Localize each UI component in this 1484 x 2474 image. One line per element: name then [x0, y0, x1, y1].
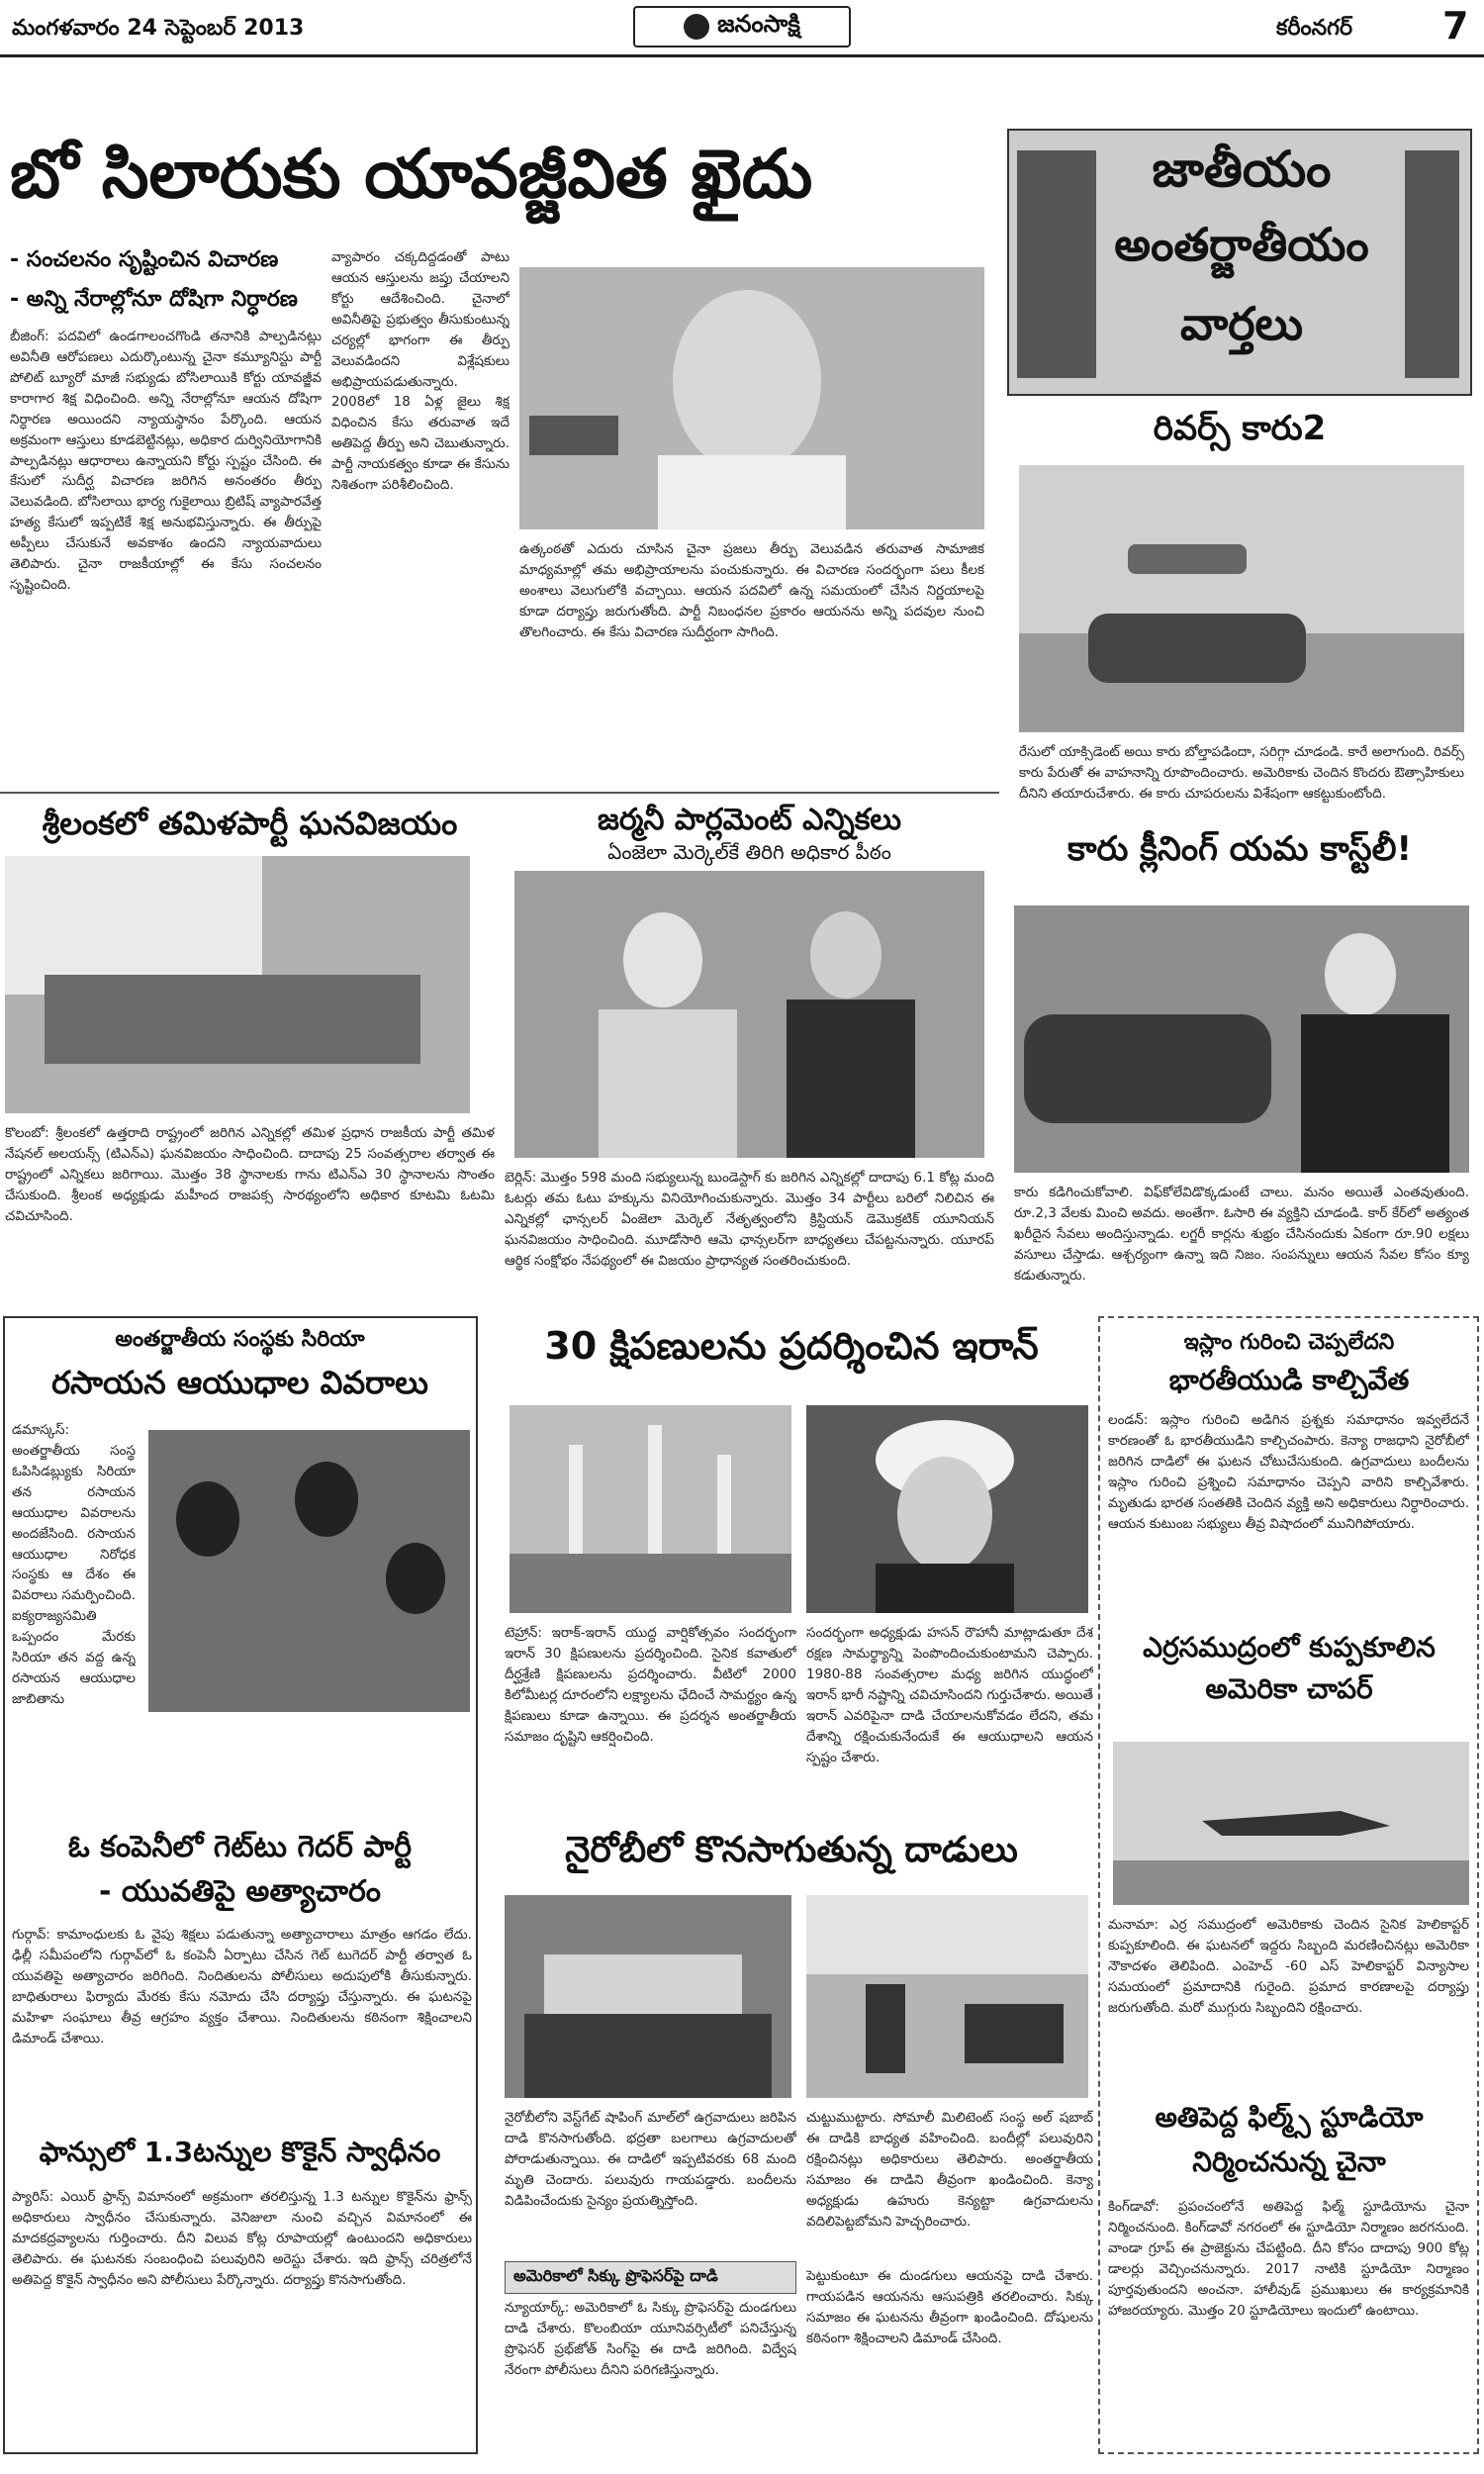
reverse-car-photo — [1019, 465, 1464, 732]
cleric-portrait-icon — [806, 1405, 1088, 1613]
film-studio-headline-2: నిర్మించనున్న చైనా — [1192, 2145, 1386, 2178]
sikh-body-right: పెట్టుకుంటూ ఈ దుండగులు ఆయనపై దాడి చేశారు. గాయపడిన ఆయనను ఆసుపత్రికి తరలించారు. సిక్కు సమాజం ఈ ఘటనను తీవ్రంగా ఖండించింది. దోషులను కఠినంగా శిక్షించాలని డిమాండ్‌ చేసింది. — [806, 2268, 1093, 2346]
car-cleaning-photo — [1014, 905, 1469, 1173]
syria-kicker: అంతర్జాతీయ సంస్థకు సిరియా — [115, 1327, 365, 1352]
nairobi-headline: నైరోబీలో కొనసాగుతున్న దాడులు — [565, 1830, 1018, 1870]
queue-photo-icon — [5, 856, 470, 1113]
missile-photo — [510, 1405, 791, 1613]
sikh-headline: అమెరికాలో సిక్కు ప్రొఫెసర్‌పై దాడి — [505, 2261, 796, 2294]
sikh-body-left: న్యూయార్క్‌: అమెరికాలో ఓ సిక్కు ప్రొఫెసర్‌పై దుండగులు దాడి చేశారు. కొలంబియా యూనివర్సిటీలో పనిచేస్తున్న ప్రొఫెసర్‌ ప్రభ్‌జోత్‌ సింగ్‌పై ఈ దాడి జరిగింది. విద్వేష నేరంగా పోలీసులు దీనిని పరిగణిస్తున్నారు. — [505, 2300, 796, 2378]
chopper-headline-1: ఎర్రసముద్రంలో కుప్పకూలిన — [1143, 1631, 1436, 1664]
bo-xilai-photo — [519, 267, 984, 529]
section-banner — [1007, 129, 1472, 396]
nairobi-body-right: చుట్టుముట్టారు. సోమాలీ మిలిటెంట్‌ సంస్థ అల్‌ షబాబ్‌ ఈ దాడికి బాధ్యత వహించింది. బందీల్లో పలువురిని రక్షించినట్లు అధికారులు తెలిపారు. అంతర్జాతీయ సమాజం ఈ దాడిని తీవ్రంగా ఖండించింది. కెన్యా అధ్యక్షుడు ఉహురు కెన్యట్టా ఉగ్రవాదులను వదిలిపెట్టబోమని హెచ్చరించారు. — [806, 2110, 1093, 2230]
iran-body-left: టెహ్రాన్‌: ఇరాక్‌-ఇరాన్‌ యుద్ధ వార్షికోత్సవం సందర్భంగా ఇరాన్‌ 30 క్షిపణులను ప్రదర్శించింది. సైనిక కవాతులో దీర్ఘశ్రేణి క్షిపణులను ప్రదర్శించారు. వీటిలో 2000 కిలోమీటర్ల దూరంలోని లక్ష్యాలను ఛేదించే సామర్థ్యం ఉన్న క్షిపణులు కూడా ఉన్నాయి. ఈ ప్రదర్శన అంతర్జాతీయ సమాజం దృష్టిని ఆకర్షించింది. — [505, 1625, 796, 1745]
newspaper-logo — [633, 6, 851, 48]
lead-body-bottom: ఉత్కంఠతో ఎదురు చూసిన చైనా ప్రజలు తీర్పు వెలువడిన తరువాత సామాజిక మాధ్యమాల్లో తమ అభిప్రాయాలను పంచుకున్నారు. ఈ విచారణ సందర్భంగా పలు కీలక అంశాలు వెలుగులోకి వచ్చాయి. ఆయన పదవిలో ఉన్న సమయంలో చేసిన నిర్ణయాలపై కూడా దర్యాప్తు జరుగుతోంది. పార్టీ నిబంధనల ప్రకారం ఆయనను అన్ని పదవుల నుంచి తొలగించారు. ఈ కేసు విచారణ సుదీర్ఘంగా సాగింది. — [519, 541, 984, 640]
iran-headline: 30 క్షిపణులను ప్రదర్శించిన ఇరాన్‌ — [544, 1324, 1039, 1368]
chopper-headline-2: అమెరికా చాపర్‌ — [1205, 1672, 1373, 1705]
lead-bullet-2: - అన్ని నేరాల్లోనూ దోషిగా నిర్ధారణ — [10, 287, 298, 312]
nairobi-photo-2 — [806, 1895, 1088, 2098]
logo-text: జనంసాక్షి — [717, 10, 800, 38]
srilanka-photo — [5, 856, 470, 1113]
islam-body: లండన్‌: ఇస్లాం గురించి అడిగిన ప్రశ్నకు సమాధానం ఇవ్వలేదనే కారణంతో ఓ భారతీయుడిని కాల్చిచంపారు. కెన్యా రాజధాని నైరోబీలో జరిగిన దాడిలో ఈ ఘటన చోటుచేసుకుంది. ఉగ్రవాదులు బందీలను ఇస్లాం గురించి ప్రశ్నించి సమాధానం చెప్పని వారిని కాల్చివేశారు. మృతుడు భారత సంతతికి చెందిన వ్యక్తి అని అధికారులు నిర్ధారించారు. ఆయన కుటుంబ సభ్యులు తీవ్ర విషాదంలో మునిగిపోయారు. — [1108, 1412, 1469, 1532]
lead-headline: బో సిలారుకు యావజ్జీవిత ఖైదు — [10, 136, 813, 214]
srilanka-headline: శ్రీలంకలో తమిళపార్టీ ఘనవిజయం — [42, 805, 458, 842]
lead-bullet-1: - సంచలనం సృష్టించిన విచారణ — [10, 247, 279, 272]
car-cleaning-headline: కారు క్లీనింగ్‌ యమ కాస్ట్‌లీ! — [1067, 829, 1412, 869]
soldiers-photo-icon — [148, 1430, 470, 1712]
nairobi-photo-1 — [505, 1895, 791, 2098]
gang-headline-2: - యువతిపై అత్యాచారం — [98, 1874, 382, 1909]
germany-caption: బెర్లిన్‌: మొత్తం 598 మంది సభ్యులున్న బుండెస్టాగ్‌ కు జరిగిన ఎన్నికల్లో దాదాపు 6.1 కోట్ల మంది ఓటర్లు తమ ఓటు హక్కును వినియోగించుకున్నారు. మొత్తం 34 పార్టీలు బరిలో నిలిచిన ఈ ఎన్నికల్లో ఛాన్సలర్‌ ఏంజెలా మెర్కెల్‌ నేతృత్వంలోని క్రిస్టియన్‌ డెమొక్రటిక్‌ యూనియన్‌ ఘనవిజయం సాధించింది. మూడోసారి ఆమె ఛాన్సలర్‌గా బాధ్యతలు చేపట్టనున్నారు. యూరప్‌ ఆర్థిక సంక్షోభం నేపథ్యంలో ఈ విజయం ప్రాధాన్యత సంతరించుకుంది. — [505, 1170, 994, 1269]
masthead — [0, 0, 1484, 57]
jet-photo-icon — [1113, 1742, 1469, 1905]
rescue-photo-icon — [505, 1895, 791, 2098]
car-photo-icon — [1019, 465, 1464, 732]
leaders-photo-icon — [514, 871, 984, 1158]
iran-body-right: సందర్భంగా అధ్యక్షుడు హసన్‌ రౌహానీ మాట్లాడుతూ దేశ రక్షణ సామర్థ్యాన్ని పెంపొందించుకుంటామని చెప్పారు. 1980-88 సంవత్సరాల మధ్య జరిగిన యుద్ధంలో ఇరాన్‌ భారీ నష్టాన్ని చవిచూసిందని గుర్తుచేశారు. అయితే ఇరాన్‌ ఎవరిపైనా దాడి చేయాలనుకోవడం లేదని, తమ దేశాన్ని రక్షించుకునేందుకే ఈ ఆయుధాలని ఆయన స్పష్టం చేశారు. — [806, 1625, 1093, 1765]
cocaine-headline: ఫాన్సులో 1.3టన్నుల కొకైన్‌ స్వాధీనం — [39, 2136, 441, 2168]
india-gate-icon — [1017, 150, 1096, 378]
syria-body: డమాస్కస్‌: అంతర్జాతీయ సంస్థ ఓపిసిడబ్ల్యుకు సిరియా తన రసాయన ఆయుధాల వివరాలను అందజేసింది. రసాయన ఆయుధాల నిరోధక సంస్థకు ఆ దేశం ఈ వివరాలు సమర్పించింది. ఐక్యరాజ్యసమితి ఒప్పందం మేరకు సిరియా తన వద్ద ఉన్న రసాయన ఆయుధాల జాబితాను — [12, 1422, 136, 1707]
banner-line-3: వార్తలు — [1179, 297, 1304, 350]
merkel-photo — [514, 871, 984, 1158]
gang-headline-1: ఓ కంపెనీలో గెట్‌టు గెదర్‌ పార్టీ — [67, 1830, 413, 1864]
gang-body: గుర్గావ్‌: కామాంధులకు ఓ వైపు శిక్షలు పడుతున్నా అత్యాచారాలు మాత్రం ఆగడం లేదు. ఢిల్లీ సమీపంలోని గుర్గావ్‌లో ఓ కంపెనీ ఏర్పాటు చేసిన గెట్‌ టుగెదర్‌ పార్టీ తర్వాత ఓ యువతిపై అత్యాచారం జరిగింది. నిందితులను పోలీసులు అదుపులోకి తీసుకున్నారు. బాధితురాలు ఫిర్యాదు మేరకు కేసు నమోదు చేసి దర్యాప్తు చేస్తున్నారు. ఈ ఘటనపై మహిళా సంఘాలు తీవ్ర ఆగ్రహం వ్యక్తం చేశాయి. నిందితులను కఠినంగా శిక్షించాలని డిమాండ్‌ చేశాయి. — [12, 1927, 472, 2046]
chopper-body: మనామా: ఎర్ర సముద్రంలో అమెరికాకు చెందిన సైనిక హెలికాప్టర్‌ కుప్పకూలింది. ఈ ఘటనలో ఇద్దరు సిబ్బంది మరణించినట్లు అమెరికా నౌకాదళం తెలిపింది. ఎంహెచ్‌ -60 ఎస్‌ హెలికాప్టర్‌ విన్యాసాల సమయంలో ప్రమాదానికి గురైంది. ప్రమాద కారణాలపై దర్యాప్తు జరుగుతోంది. మరో ముగ్గురు సిబ్బందిని రక్షించారు. — [1108, 1917, 1469, 2016]
banner-line-2: అంతర్జాతీయం — [1114, 218, 1369, 271]
divider-row2 — [0, 792, 999, 794]
lead-body-mid: వ్యాపారం చక్కదిద్దడంతో పాటు ఆయన ఆస్తులను జప్తు చేయాలని కోర్టు ఆదేశించింది. చైనాలో అవినీతిపై ప్రభుత్వం తీసుకుంటున్న చర్యల్లో భాగంగా ఈ తీర్పు వెలువడిందని విశ్లేషకులు అభిప్రాయపడుతున్నారు. 2008లో 18 ఏళ్ల జైలు శిక్ష విధించిన కేసు తరువాత ఇదే అతిపెద్ద తీర్పు అని చెబుతున్నారు. పార్టీ నాయకత్వం కూడా ఈ కేసును నిశితంగా పరిశీలించింది. — [331, 249, 510, 494]
missile-launch-icon — [510, 1405, 791, 1613]
reverse-car-caption: రేసులో యాక్సిడెంట్‌ అయి కారు బోల్తాపడిందా, సరిగ్గా చూడండి. కారే అలాగుంది. రివర్స్‌ కారు పేరుతో ఈ వాహనాన్ని రూపొందించారు. అమెరికాకు చెందిన కొందరు ఔత్సాహికులు దీనిని తయారుచేశారు. ఈ కారు చూపరులను విశేషంగా ఆకట్టుకుంటోంది. — [1019, 744, 1464, 802]
car-cleaning-caption: కారు కడిగించుకోవాలి. విఫ్‌కోలేవిడొక్కడుంటే చాలు. మనం అయితే ఎంతవుతుంది. రూ.2,3 వేలకు మించి అవదు. అంతేగా. ఓసారి ఈ వ్యక్తిని చూడండి. కార్‌ కేర్‌లో అత్యంత ఖరీదైన సేవలు అందిస్తున్నాడు. లగ్జరీ కార్లను శుభ్రం చేసినందుకు ఏకంగా రూ.90 లక్షలు వసూలు చేస్తాడు. ఆశ్చర్యంగా ఉన్నా ఇది నిజం. సంపన్నులు ఆయన సేవల కోసం క్యూ కడుతున్నారు. — [1014, 1185, 1469, 1284]
lead-body-left: బీజింగ్‌: పదవిలో ఉండగాలంచగొండి తనానికి పాల్పడినట్లు అవినీతి ఆరోపణలు ఎదుర్కొంటున్న చైనా కమ్యూనిస్టు పార్టీ పోలిట్‌ బ్యూరో మాజీ సభ్యుడు బోసిలాయికి కోర్టు యావజ్జీవ కారాగార శిక్ష విధించింది. అన్ని నేరాల్లోనూ ఆయన దోషిగా నిర్ధారణ అయిందని న్యాయస్థానం పేర్కొంది. ఆయన అక్రమంగా ఆస్తులు కూడబెట్టినట్లు, అధికార దుర్వినియోగానికి పాల్పడినట్లు ఆధారాలు ఉన్నాయని కోర్టు స్పష్టం చేసింది. ఈ కేసులో సుదీర్ఘ విచారణ జరిగిన అనంతరం తీర్పు వెలువడింది. బోసిలాయి భార్య గుకైలాయి బ్రిటిష్‌ వ్యాపారవేత్త హత్య కేసులో ఇప్పటికే శిక్ష అనుభవిస్తున్నారు. ఈ తీర్పుపై అప్పీలు చేసుకునే అవకాశం ఉందని న్యాయవాదులు తెలిపారు. చైనా రాజకీయాల్లో ఈ కేసు సంచలనం సృష్టించింది. — [10, 329, 322, 594]
islam-kicker: ఇస్లాం గురించి చెప్పలేదని — [1183, 1330, 1395, 1355]
rouhani-photo — [806, 1405, 1088, 1613]
gas-mask-photo — [148, 1430, 470, 1712]
page-number: 7 — [1442, 4, 1469, 48]
nairobi-body-left: నైరోబీలోని వెస్ట్‌గేట్‌ షాపింగ్‌ మాల్‌లో ఉగ్రవాదులు జరిపిన దాడి కొనసాగుతోంది. భద్రతా బలగాలు ఉగ్రవాదులతో పోరాడుతున్నాయి. ఈ దాడిలో ఇప్పటివరకు 68 మంది మృతి చెందారు. పలువురు గాయపడ్డారు. బందీలను విడిపించేందుకు సైన్యం ప్రయత్నిస్తోంది. — [505, 2110, 796, 2209]
film-studio-headline-1: అతిపెద్ద ఫిల్మ్స్‌ స్టూడియో — [1155, 2101, 1424, 2134]
logo-icon — [684, 14, 709, 40]
reverse-car-headline: రివర్స్‌ కారు2 — [1153, 409, 1327, 448]
cocaine-body: ప్యారిస్‌: ఎయిర్‌ ఫ్రాన్స్‌ విమానంలో అక్రమంగా తరలిస్తున్న 1.3 టన్నుల కొకైన్‌ను ఫ్రాన్స్‌ అధికారులు స్వాధీనం చేసుకున్నారు. వెనిజులా నుంచి వచ్చిన విమానంలో ఈ మాదకద్రవ్యాలను గుర్తించారు. దీని విలువ కోట్ల రూపాయల్లో ఉంటుందని అధికారులు తెలిపారు. ఈ ఘటనకు సంబంధించి పలువురిని అరెస్టు చేశారు. ఇది ఫ్రాన్స్‌ చరిత్రలోనే అతిపెద్ద కొకైన్‌ స్వాధీనం అని పోలీసులు పేర్కొన్నారు. దర్యాప్తు కొనసాగుతోంది. — [12, 2189, 472, 2288]
car-cleaning-photo-icon — [1014, 905, 1469, 1173]
issue-date: మంగళవారం 24 సెప్టెంబర్ 2013 — [12, 16, 305, 41]
portrait-photo-icon — [519, 267, 984, 529]
germany-subhead: ఏంజెలా మెర్కెల్‌కే తిరిగి అధికార పీఠం — [607, 840, 891, 864]
syria-headline: రసాయన ఆయుధాల వివరాలు — [51, 1364, 428, 1401]
islam-headline: భారతీయుడి కాల్చివేత — [1168, 1364, 1410, 1396]
banner-line-1: జాతీయం — [1152, 141, 1332, 198]
statue-of-liberty-icon — [1405, 150, 1459, 378]
srilanka-caption: కొలంబో: శ్రీలంకలో ఉత్తరాది రాష్ట్రంలో జరిగిన ఎన్నికల్లో తమిళ ప్రధాన రాజకీయ పార్టీ తమిళ నేషనల్‌ అలయన్స్‌ (టిఎన్‌ఎ) ఘనవిజయం సాధించింది. దాదాపు 25 సంవత్సరాల తర్వాత ఈ రాష్ట్రంలో ఎన్నికలు జరిగాయి. మొత్తం 38 స్థానాలకు గాను టిఎన్‌ఎ 30 స్థానాలను సొంతం చేసుకుంది. శ్రీలంక అధ్యక్షుడు మహీంద రాజపక్స సారథ్యంలోని అధికార కూటమి ఓటమి చవిచూసింది. — [5, 1125, 495, 1224]
film-studio-body: కింగ్‌డావో: ప్రపంచంలోనే అతిపెద్ద ఫిల్మ్‌ స్టూడియోను చైనా నిర్మించనుంది. కింగ్‌డావో నగరంలో ఈ స్టూడియో నిర్మాణం జరగనుంది. వాండా గ్రూప్‌ ఈ ప్రాజెక్టును చేపట్టింది. దీని కోసం దాదాపు 900 కోట్ల డాలర్లు వెచ్చించనున్నారు. 2017 నాటికి స్టూడియో నిర్మాణం పూర్తవుతుందని అంచనా. హాలీవుడ్‌ ప్రముఖులు ఈ కార్యక్రమానికి హాజరయ్యారు. మొత్తం 20 స్టూడియోలు ఇందులో ఉంటాయి. — [1108, 2199, 1469, 2319]
soldiers-mall-icon — [806, 1895, 1088, 2098]
edition-town: కరీంనగర్ — [1276, 16, 1353, 41]
germany-headline: జర్మనీ పార్లమెంట్‌ ఎన్నికలు — [597, 803, 902, 837]
chopper-photo — [1113, 1742, 1469, 1905]
